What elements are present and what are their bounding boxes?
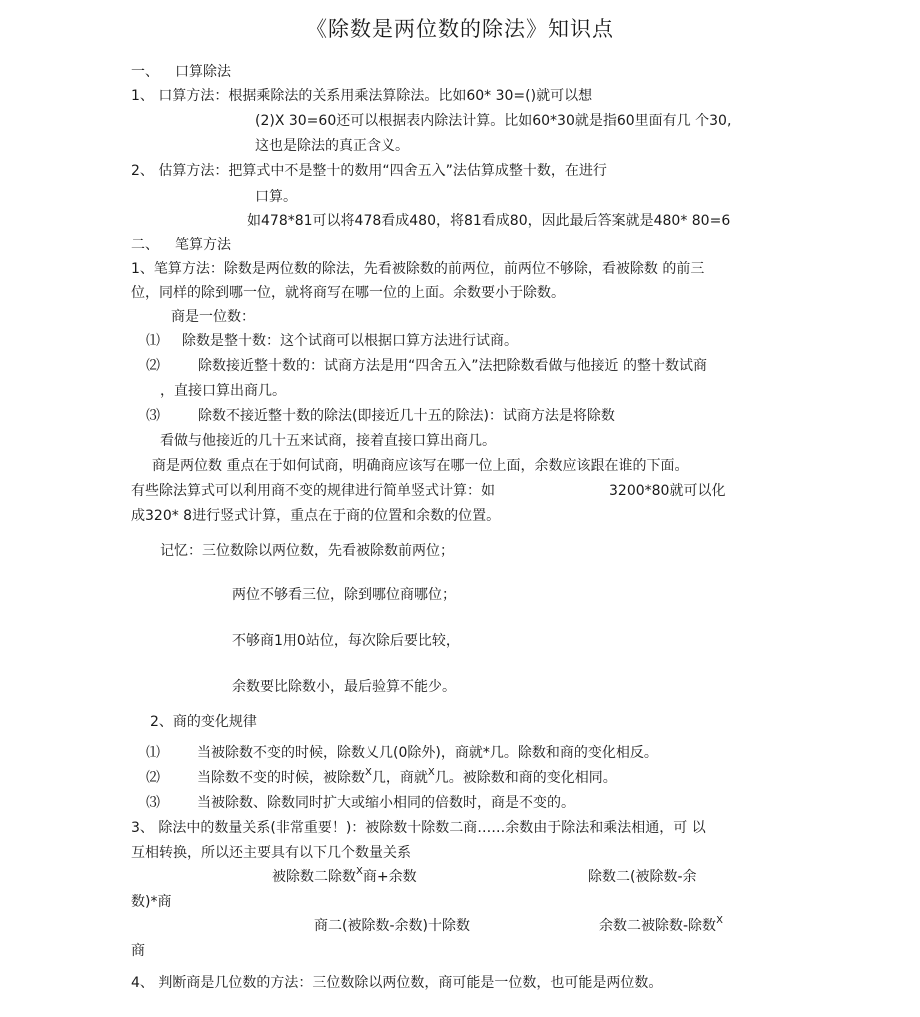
digits-of-quotient-line: 4、 判断商是几位数的方法：三位数除以两位数，商可能是一位数，也可能是两位数。 (131, 975, 663, 991)
memo-line-3: 不够商1用0站位，每次除后要比较， (232, 633, 460, 649)
item-2-text-b: ，直接口算出商几。 (160, 383, 286, 399)
relation-line-1: 3、 除法中的数量关系(非常重要！)：被除数十除数二商……余数由于除法和乘法相通，可 以 (131, 820, 706, 836)
formula-4-a: 余数二被除数-除数 (599, 918, 717, 934)
formula-2-b: 数)*商 (131, 894, 172, 910)
single-digit-quotient-heading: 商是一位数： (171, 309, 255, 325)
oral-method-line-2: (2)X 30=60还可以根据表内除法计算。比如60*30就是指60里面有几 个30, (255, 113, 732, 129)
rule-2-text-c: 几。被除数和商的变化相同。 (434, 770, 617, 786)
item-3-text-b: 看做与他接近的几十五来试商，接着直接口算出商几。 (160, 433, 496, 449)
multiply-sign-3: X (356, 866, 363, 878)
formula-3: 商二(被除数-余数)十除数 (314, 918, 470, 934)
item-3-text-a: 除数不接近整十数的除法(即接近几十五的除法)：试商方法是将除数 (198, 408, 615, 424)
document-title: 《除数是两位数的除法》知识点 (306, 17, 614, 41)
multiply-sign-4: X (716, 915, 723, 927)
formula-1-a: 被除数二除数 (272, 869, 356, 885)
estimate-line-2: 口算。 (255, 189, 297, 205)
rule-2-number: ⑵ (146, 770, 160, 786)
section-1-number: 一、 (131, 64, 159, 80)
multiply-sign-1: X (365, 767, 372, 779)
rule-3-text: 当被除数、除数同时扩大或缩小相同的倍数时，商是不变的。 (197, 795, 575, 811)
item-1-number: ⑴ (146, 333, 160, 349)
memo-line-2: 两位不够看三位，除到哪位商哪位； (232, 587, 456, 603)
relation-line-2: 互相转换，所以还主要具有以下几个数量关系 (131, 845, 411, 861)
quotient-change-heading: 2、商的变化规律 (150, 714, 257, 730)
oral-method-line-3: 这也是除法的真正含义。 (255, 138, 409, 154)
two-digit-quotient-line: 商是两位数 重点在于如何试商，明确商应该写在哪一位上面，余数应该跟在谁的下面。 (152, 458, 689, 474)
rule-2-text (197, 769, 617, 787)
item-2-text-a: 除数接近整十数的：试商方法是用“四舍五入”法把除数看做与他接近 的整十数试商 (198, 358, 707, 374)
memo-line-4: 余数要比除数小，最后验算不能少。 (232, 679, 456, 695)
rule-2-text-b: 几，商就 (371, 770, 428, 786)
rule-3-number: ⑶ (146, 795, 160, 811)
memo-line-1: 记忆：三位数除以两位数，先看被除数前两位； (160, 543, 454, 559)
section-2-number: 二、 (131, 237, 159, 253)
quotient-rule-line-c: 成320* 8进行竖式计算，重点在于商的位置和余数的位置。 (131, 508, 501, 524)
estimate-line-1: 2、 估算方法：把算式中不是整十的数用“四舍五入”法估算成整十数，在进行 (131, 163, 607, 179)
formula-2-a: 除数二(被除数-余 (588, 869, 697, 885)
item-2-number: ⑵ (146, 358, 160, 374)
formula-4 (599, 917, 723, 935)
formula-1 (272, 868, 417, 886)
oral-method-line-1: 1、 口算方法：根据乘除法的关系用乘法算除法。比如60* 30=()就可以想 (131, 88, 593, 104)
rule-1-number: ⑴ (146, 745, 160, 761)
item-1-text: 除数是整十数：这个试商可以根据口算方法进行试商。 (182, 333, 518, 349)
formula-1-b: 商+余数 (362, 869, 417, 885)
quotient-rule-line-b: 3200*80就可以化 (609, 483, 726, 499)
quotient-rule-line-a: 有些除法算式可以利用商不变的规律进行简单竖式计算：如 (131, 483, 495, 499)
section-2-heading: 笔算方法 (175, 237, 231, 253)
section-1-heading: 口算除法 (175, 64, 231, 80)
written-method-line-1: 1、笔算方法：除数是两位数的除法，先看被除数的前两位，前两位不够除，看被除数 的前三 (131, 261, 705, 277)
written-method-line-2: 位，同样的除到哪一位，就将商写在哪一位的上面。余数要小于除数。 (131, 285, 565, 301)
rule-1-text: 当被除数不变的时候，除数乂几(0除外)，商就*几。除数和商的变化相反。 (197, 745, 658, 761)
rule-2-text-a: 当除数不变的时候，被除数 (197, 770, 365, 786)
estimate-line-3: 如478*81可以将478看成480，将81看成80，因此最后答案就是480* 80=6 (247, 213, 731, 229)
multiply-sign-2: X (427, 767, 435, 779)
item-3-number: ⑶ (146, 408, 160, 424)
formula-4-b: 商 (131, 943, 145, 959)
